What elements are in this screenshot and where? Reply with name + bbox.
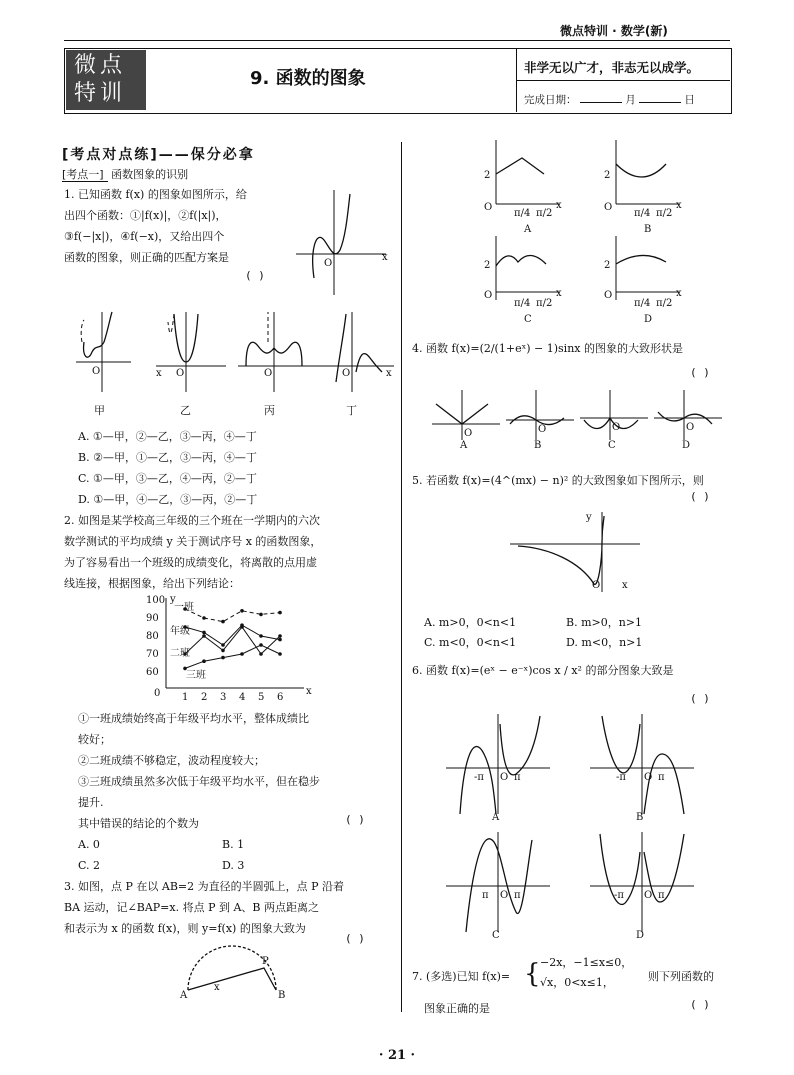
q7-piecewise [540,953,632,993]
svg-text:O: O [324,258,333,269]
svg-text:O: O [484,202,493,213]
svg-text:x: x [386,368,392,379]
y-tick-label: 90 [146,613,159,624]
q2-line: 为了容易看出一个班级的成绩变化，将离散的点用虚 [64,556,317,569]
q5-option-a[interactable]: A. m>0，0<n<1 [424,616,517,629]
graph-label-ding: 丁 [346,404,357,417]
svg-text:π/4: π/4 [514,208,531,219]
q2-line: 2. 如图是某学校高三年级的三个班在一学期内的六次 [64,514,320,527]
q3-option-graphs [480,140,730,325]
q2-line: 线连接，根据图象，给出下列结论： [64,577,240,590]
q2-question: 其中错误的结论的个数为 [78,817,199,830]
data-point [221,649,225,653]
data-point [278,634,282,638]
svg-text:y: y [586,512,592,523]
svg-text:C: C [492,930,500,941]
subsection-title: 函数图象的识别 [111,168,189,181]
svg-text:D: D [682,440,691,451]
svg-text:-π: -π [474,772,484,783]
svg-text:O: O [464,428,473,439]
x-tick-label: 6 [277,692,284,703]
q1-option-d[interactable]: D. ①—甲，④—乙，③—丙，②—丁 [78,493,258,506]
q3-answer-blank[interactable]: ( ) [345,932,365,945]
svg-text:π: π [514,890,521,901]
data-point [240,609,244,613]
date-day-blank[interactable] [639,102,681,103]
motto: 非学无以广才，非志无以成学。 [524,60,700,75]
date-separator [516,80,730,81]
svg-text:A: A [524,224,532,235]
q4-graph-b [506,390,574,451]
angle-x-label: x [214,982,220,993]
q7-brace: { [524,959,541,989]
svg-text:π: π [658,890,665,901]
y-axis-label: y [170,594,176,605]
svg-text:O: O [500,772,509,783]
q3-graph-d [604,236,682,325]
q3-line: 3. 如图，点 P 在以 AB=2 为直径的半圆弧上，点 P 沿着 [64,880,345,893]
data-point [259,643,263,647]
svg-text:π/2: π/2 [536,208,553,219]
q6-graph-c [446,832,550,941]
data-point [202,634,206,638]
svg-text:O: O [604,202,613,213]
svg-text:x: x [156,368,162,379]
svg-text:-π: -π [614,890,624,901]
q1-option-graphs [76,312,396,402]
svg-text:C: C [608,440,616,451]
graph-yi [156,312,226,392]
q3-graph-b [604,140,682,235]
svg-text:π/4: π/4 [634,298,651,309]
q3-semicircle-figure [180,952,290,1002]
svg-text:O: O [176,368,185,379]
x-tick-label: 3 [220,692,227,703]
data-point [278,611,282,615]
q1-main-graph [296,190,396,300]
lesson-title: 9. 函数的图象 [250,68,366,89]
q2-option-a[interactable]: A. 0 [78,838,100,851]
q2-option-b[interactable]: B. 1 [222,838,245,851]
q3-line: 和表示为 x 的函数 f(x)，则 y=f(x) 的图象大致为 [64,922,306,935]
point-a-label: A [180,990,188,1001]
svg-text:π/2: π/2 [656,298,673,309]
data-point [240,652,244,656]
q6-stem: 6. 函数 f(x)=(eˣ − e⁻ˣ)cos x / x² 的部分图象大致是 [412,664,674,677]
svg-text:2: 2 [604,170,611,181]
q1-option-c[interactable]: C. ①—甲，③—乙，④—丙，②—丁 [78,472,257,485]
q1-answer-blank[interactable]: ( ) [245,269,265,282]
q1-line: 1. 已知函数 f(x) 的图象如图所示，给 [64,188,247,201]
q2-option-d[interactable]: D. 3 [222,859,245,872]
date-label: 完成日期： [524,94,577,106]
q1-option-b[interactable]: B. ②—甲，①—乙，③—丙，④—丁 [78,451,257,464]
q4-stem: 4. 函数 f(x)=(2/(1+eˣ) − 1)sinx 的图象的大致形状是 [412,342,683,355]
svg-text:C: C [524,314,532,325]
svg-text:A: A [460,440,468,451]
svg-text:O: O [342,368,351,379]
graph-bing [238,312,318,392]
q7-case1: −2x，−1≤x≤0， [540,956,633,969]
q6-graph-a [446,714,550,823]
data-point [240,625,244,629]
q2-line: 数学测试的平均成绩 y 关于测试序号 x 的函数图象， [64,535,322,548]
svg-text:O: O [686,422,695,433]
q4-graph-d [654,390,722,451]
series-label-class1: 一班 [174,602,194,613]
q6-graph-b [590,714,694,823]
svg-text:2: 2 [484,170,491,181]
data-point [221,656,225,660]
svg-text:B: B [534,440,542,451]
q7-stem-a: 7. (多选)已知 f(x)= [412,970,511,983]
q6-graph-d [590,832,694,941]
graph-ding [316,312,394,392]
q3-stem [64,876,394,939]
q2-line-chart [144,594,314,704]
svg-text:O: O [644,772,653,783]
q5-stem: 5. 若函数 f(x)=(4^(mx) − n)² 的大致图象如下图所示，则 [412,474,704,487]
series-line-1 [185,609,280,622]
q7-stem-b: 则下列函数的 [648,970,714,983]
svg-text:O: O [592,580,601,591]
q5-option-d[interactable]: D. m<0，n>1 [566,636,643,649]
svg-text:O: O [612,422,621,433]
badge-logo [66,50,146,110]
q1-line: ③f(−|x|)，④f(−x)，又给出四个 [64,230,225,243]
svg-text:O: O [92,366,101,377]
series-line-2 [185,625,280,645]
q2-conclusion: ③三班成绩虽然多次低于年级平均水平，但在稳步 [78,775,320,788]
q4-graph-c [580,390,648,451]
series-label-grade: 年级 [170,626,190,637]
x-axis-label: x [306,686,312,697]
data-point [202,631,206,635]
q7-answer-blank[interactable]: ( ) [690,998,710,1011]
q1-options [78,426,257,510]
svg-text:π/4: π/4 [634,208,651,219]
svg-text:x: x [382,252,388,263]
data-point [259,652,263,656]
point-p-label: P [262,956,269,967]
svg-text:O: O [264,368,273,379]
y-tick-label: 60 [146,667,159,678]
data-point [259,613,263,617]
svg-text:x: x [556,200,562,211]
completion-date [524,92,695,107]
data-point [278,638,282,642]
q2-conclusion: ①一班成绩始终高于年级平均水平，整体成绩比 [78,712,309,725]
q4-answer-blank[interactable]: ( ) [690,366,710,379]
svg-text:O: O [644,890,653,901]
q2-conclusion: 较好； [78,733,111,746]
x-tick-label: 1 [182,692,189,703]
data-point [221,643,225,647]
q5-answer-blank[interactable]: ( ) [690,490,710,503]
q1-line: 函数的图象，则正确的匹配方案是 [64,251,229,264]
y-tick-label: 100 [146,595,166,606]
x-tick-label: 5 [258,692,265,703]
graph-label-yi: 乙 [180,404,191,417]
q4-graph-a [432,390,500,451]
svg-text:-π: -π [616,772,626,783]
q2-conclusion: 提升. [78,796,104,809]
subsection-heading [62,166,188,182]
date-month-blank[interactable] [580,102,622,103]
point-b-label: B [278,990,286,1001]
svg-text:B: B [644,224,652,235]
graph-jia [76,312,131,392]
svg-text:π/2: π/2 [536,298,553,309]
svg-text:x: x [556,288,562,299]
badge-line1: 微点 [74,53,127,78]
section-title: [考点对点练]——保分必拿 [62,147,255,163]
svg-text:D: D [644,314,653,325]
svg-text:B: B [636,812,644,823]
q5-option-b[interactable]: B. m>0，n>1 [566,616,643,629]
q6-answer-blank[interactable]: ( ) [690,692,710,705]
svg-text:O: O [484,290,493,301]
y-tick-label: 80 [146,631,159,642]
q7-case2: √x，0<x≤1， [540,976,614,989]
date-day-label: 日 [684,94,695,106]
svg-text:O: O [538,424,547,435]
data-point [259,634,263,638]
series-line-4 [185,645,280,668]
q3-line: BA 运动，记∠BAP=x. 将点 P 到 A、B 两点距离之 [64,901,319,914]
svg-text:O: O [604,290,613,301]
svg-text:π: π [658,772,665,783]
svg-text:2: 2 [604,260,611,271]
data-point [221,620,225,624]
q4-option-graphs [432,390,732,450]
x-tick-label: 2 [201,692,208,703]
svg-text:x: x [676,200,682,211]
graph-label-jia: 甲 [94,404,105,417]
svg-text:π/4: π/4 [514,298,531,309]
q3-graph-c [484,236,562,325]
svg-text:A: A [492,812,500,823]
q6-option-graphs [446,714,736,944]
svg-text:x: x [676,288,682,299]
series-label-class3: 三班 [186,670,206,681]
q2-answer-blank[interactable]: ( ) [345,813,365,826]
q3-graph-a [484,140,562,235]
q5-graph [510,512,650,602]
svg-text:π/2: π/2 [656,208,673,219]
q1-stem [64,184,304,268]
origin-label: 0 [154,688,161,699]
q1-line: 出四个函数：①|f(x)|，②f(|x|)， [64,209,227,222]
svg-text:2: 2 [484,260,491,271]
date-month-label: 月 [625,94,636,106]
page-number: · 21 · [378,1048,416,1063]
header-rule [64,40,730,41]
y-tick-label: 70 [146,649,159,660]
subsection-tag: [考点一] [62,168,108,182]
data-point [278,652,282,656]
badge-line2: 特训 [74,81,127,106]
data-point [202,659,206,663]
svg-text:π: π [482,890,489,901]
q2-conclusion: ②二班成绩不够稳定，波动程度较大； [78,754,265,767]
svg-text:O: O [500,890,509,901]
series-title: 微点特训 · 数学(新) [560,24,668,38]
series-label-class2: 二班 [170,648,190,659]
q2-stem [64,510,394,594]
q1-option-a[interactable]: A. ①—甲，②—乙，③—丙，④—丁 [78,430,257,443]
svg-text:π: π [514,772,521,783]
graph-label-bing: 丙 [264,404,275,417]
svg-text:D: D [636,930,645,941]
q2-option-c[interactable]: C. 2 [78,859,101,872]
column-divider [401,142,402,1012]
x-tick-label: 4 [239,692,246,703]
q7-stem-c: 图象正确的是 [424,1002,490,1015]
data-point [202,616,206,620]
q5-option-c[interactable]: C. m<0，0<n<1 [424,636,517,649]
svg-text:x: x [622,580,628,591]
